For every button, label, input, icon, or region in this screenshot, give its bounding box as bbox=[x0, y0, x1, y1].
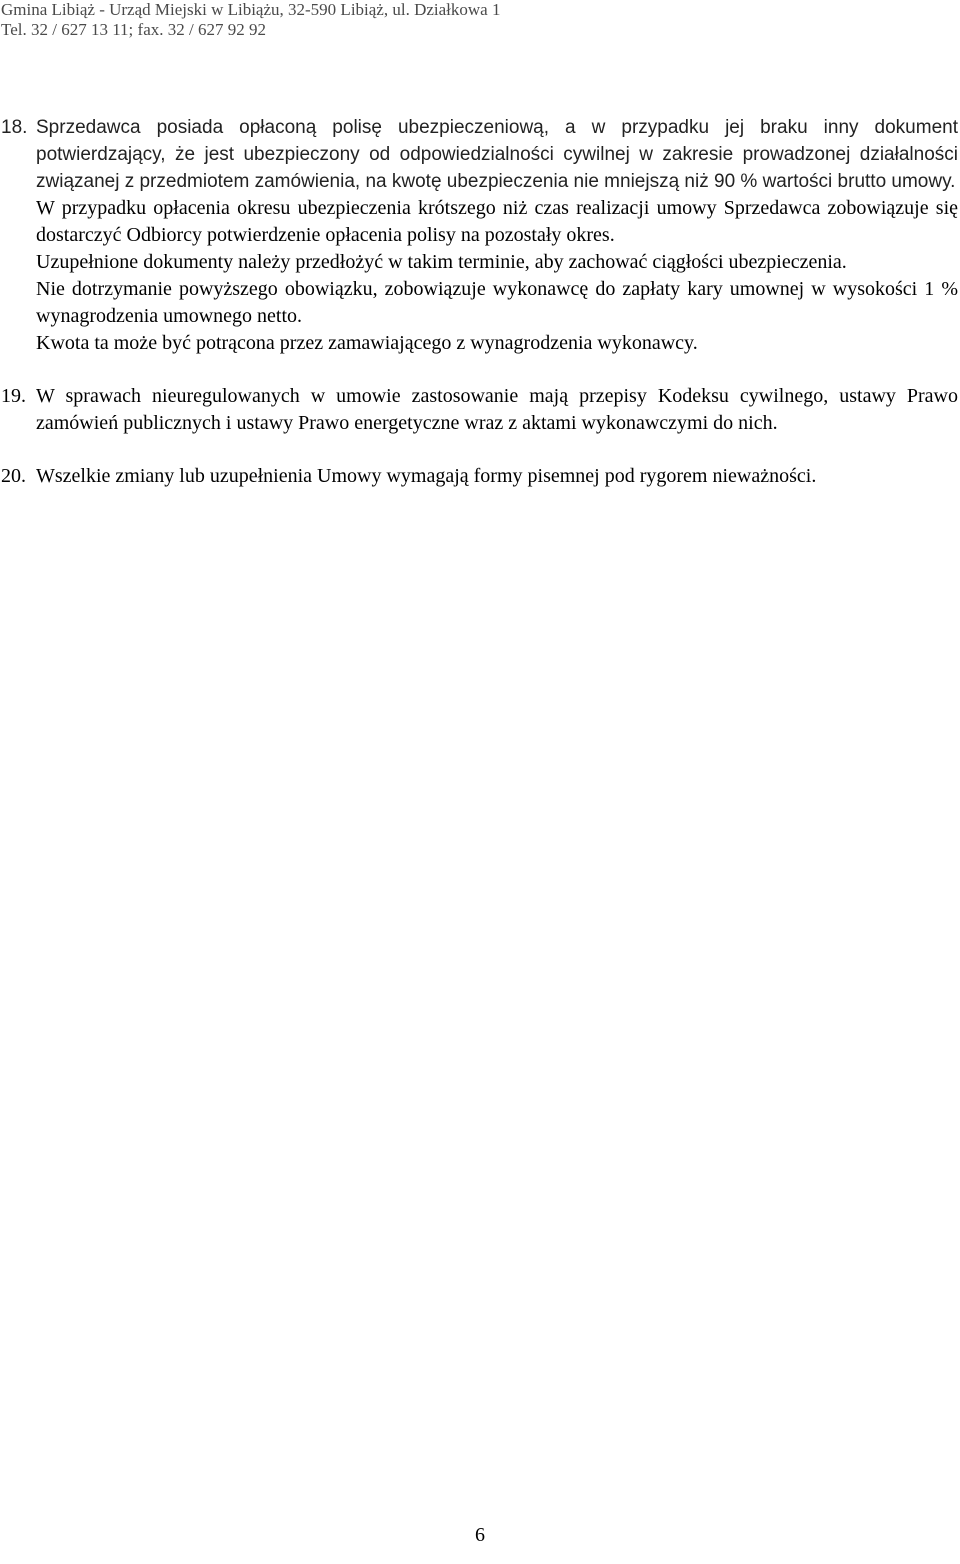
section-19 bbox=[0, 383, 958, 437]
document-body bbox=[0, 114, 958, 490]
section-number: 19. bbox=[1, 385, 26, 407]
paragraph-deduction: Kwota ta może być potrącona przez zamawiającego z wynagrodzenia wykonawcy. bbox=[36, 332, 698, 354]
section-number: 18. bbox=[1, 117, 28, 138]
paragraph-contractual-penalty: Nie dotrzymanie powyższego obowiązku, zobowiązuje wykonawcę do zapłaty kary umownej w wysokości 1 % wynagrodzenia umownego netto. bbox=[36, 278, 958, 327]
section-body bbox=[36, 114, 958, 357]
page-number bbox=[0, 1522, 960, 1549]
paragraph-amendments: Wszelkie zmiany lub uzupełnienia Umowy wymagają formy pisemnej pod rygorem nieważności. bbox=[36, 465, 817, 487]
header-address: Gmina Libiąż - Urząd Miejski w Libiążu, 32-590 Libiąż, ul. Działkowa 1 bbox=[1, 0, 501, 19]
section-18 bbox=[0, 114, 958, 357]
paragraph-insurance-policy: Sprzedawca posiada opłaconą polisę ubezpieczeniową, a w przypadku jej braku inny dokument potwierdzający, że jest ubezpieczony od odpowiedzialności cywilnej w zakresie prowadzonej działalności związanej z przedmiotem zamówienia, na kwotę ubezpieczenia nie mniejszą niż 90 % wartości brutto umowy. bbox=[36, 117, 958, 192]
section-body bbox=[36, 383, 958, 437]
section-number: 20. bbox=[1, 465, 26, 487]
paragraph-applicable-law: W sprawach nieuregulowanych w umowie zastosowanie mają przepisy Kodeksu cywilnego, ustawy Prawo zamówień publicznych i ustawy Prawo energetyczne wraz z aktami wykonawczymi do nich. bbox=[36, 385, 958, 434]
paragraph-supplemented-documents: Uzupełnione dokumenty należy przedłożyć w takim terminie, aby zachować ciągłości ubezpieczenia. bbox=[36, 251, 847, 273]
header-phone-fax: Tel. 32 / 627 13 11; fax. 32 / 627 92 92 bbox=[1, 20, 266, 39]
paragraph-shorter-period: W przypadku opłacenia okresu ubezpieczenia krótszego niż czas realizacji umowy Sprzedawca zobowiązuje się dostarczyć Odbiorcy potwierdzenie opłacenia polisy na pozostały okres. bbox=[36, 197, 958, 246]
document-header bbox=[0, 0, 960, 40]
section-20 bbox=[0, 463, 958, 490]
section-body bbox=[36, 463, 958, 490]
page-number-text: 6 bbox=[475, 1524, 485, 1546]
